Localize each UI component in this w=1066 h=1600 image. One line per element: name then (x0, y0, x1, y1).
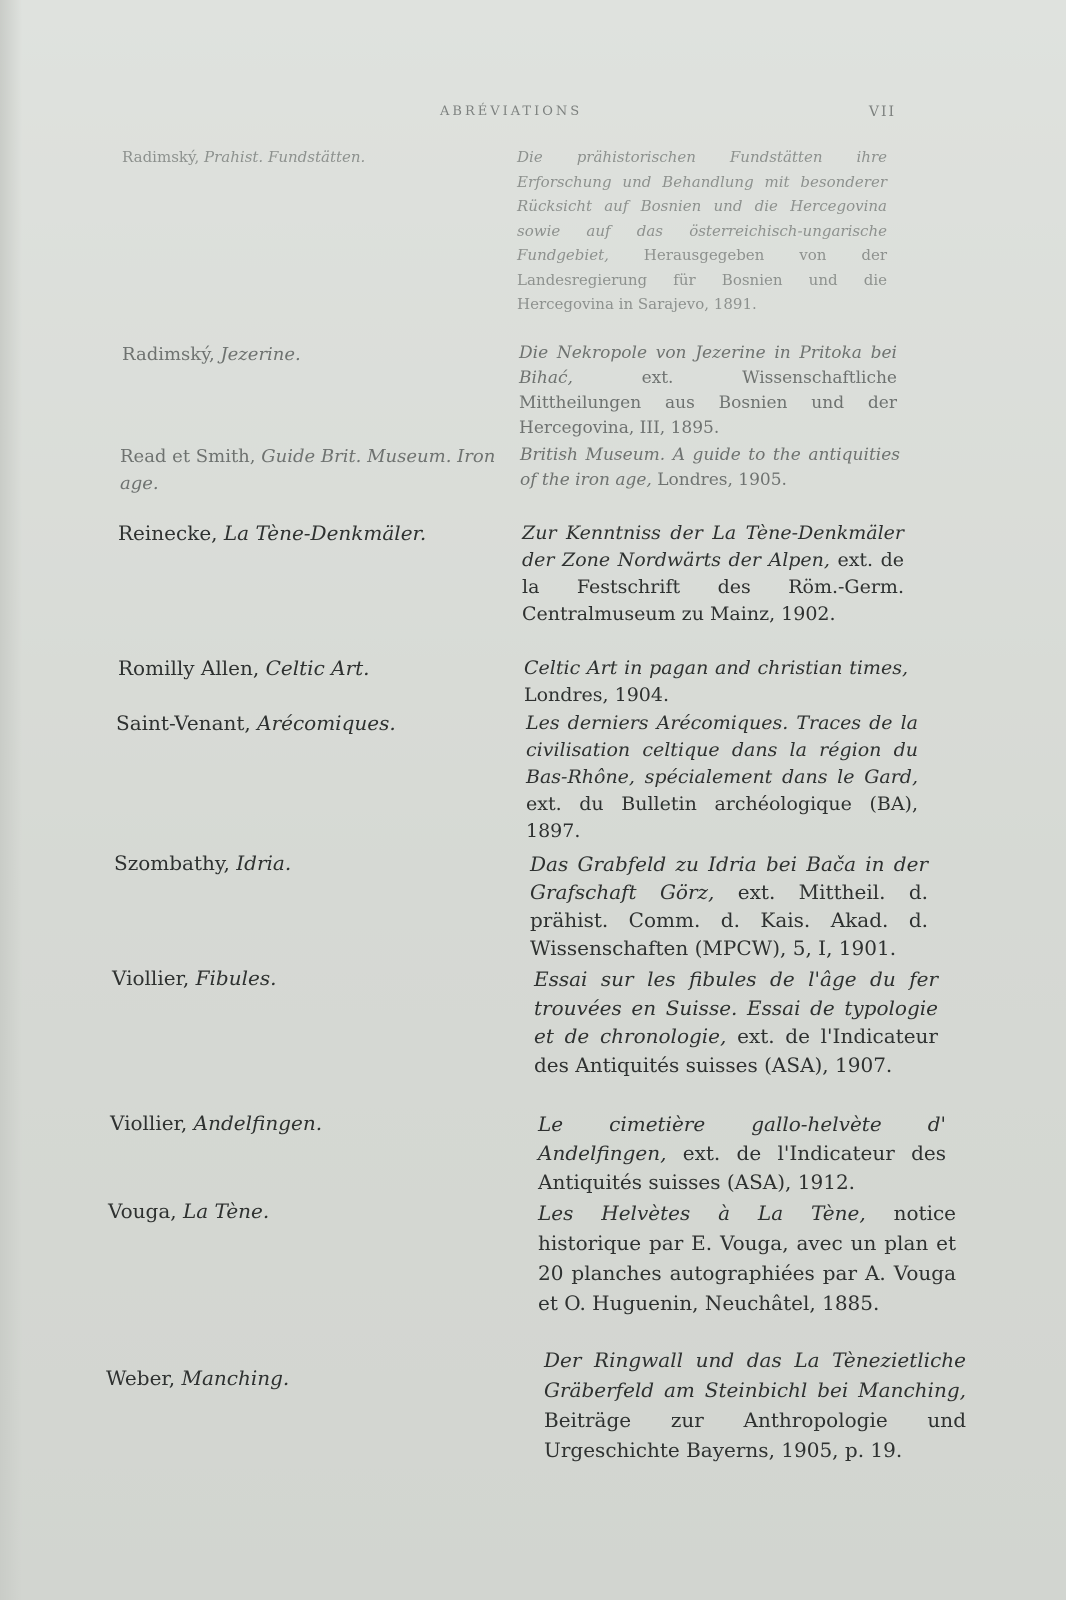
entry-publication: ext. de la Festschrift des Röm.-Germ. Centralmuseum zu Mainz, 1902. (522, 549, 904, 625)
entry-short-title: Jezerine. (220, 344, 301, 365)
entry-description (524, 655, 908, 709)
entry-description (538, 1198, 956, 1318)
entry-author: Weber, (106, 1366, 176, 1390)
entry-author: Szombathy, (114, 851, 230, 875)
entry-full-title: British Museum. A guide to the antiquities of the iron age, (520, 445, 900, 490)
entry-abbreviation (118, 655, 508, 682)
entry-abbreviation (106, 1365, 496, 1392)
entry-description (544, 1345, 966, 1465)
entry-author: Romilly Allen, (118, 656, 260, 680)
entry-publication: Herausgegeben von der Landesregierung für Bosnien und die Hercegovina in Sarajevo, 1891. (517, 246, 887, 313)
entry-author: Radimský, (122, 148, 200, 166)
entry-publication: ext. de l'Indicateur des Antiquités suisses (ASA), 1912. (538, 1141, 946, 1194)
entry-full-title: Die Nekropole von Jezerine in Pritoka bei Bihać, (519, 343, 897, 388)
entry-author: Reinecke, (118, 521, 218, 545)
entry-short-title: Idria. (236, 851, 292, 875)
entry-publication: Beiträge zur Anthropologie und Urgeschichte Bayerns, 1905, p. 19. (544, 1408, 966, 1462)
entry-author: Saint-Venant, (116, 711, 251, 735)
entry-full-title: Celtic Art in pagan and christian times, (524, 657, 908, 679)
entry-abbreviation (114, 850, 504, 877)
entry-description (534, 965, 938, 1079)
entry-description (526, 710, 918, 845)
entry-short-title: Fibules. (195, 966, 277, 990)
entry-description (538, 1110, 946, 1197)
entry-abbreviation (108, 1198, 498, 1225)
page-header (120, 104, 896, 126)
entry-full-title: Der Ringwall und das La Tènezietliche Gräberfeld am Steinbichl bei Manching, (544, 1348, 966, 1402)
entry-publication: Londres, 1904. (524, 684, 670, 706)
entry-full-title: Les derniers Arécomiques. Traces de la civilisation celtique dans la région du Bas-Rhône, spécialement dans le Gard, (526, 712, 918, 788)
entry-author: Read et Smith, (120, 446, 256, 467)
entry-short-title: La Tène-Denkmäler. (223, 521, 427, 545)
entry-abbreviation (112, 965, 502, 992)
entry-description (517, 145, 887, 317)
entry-publication: ext. du Bulletin archéologique (BA), 1897. (526, 793, 918, 842)
entry-abbreviation (110, 1110, 500, 1137)
entry-short-title: La Tène. (182, 1199, 270, 1223)
entry-full-title: Das Grabfeld zu Idria bei Bača in der Grafschaft Görz, (530, 852, 928, 904)
entry-short-title: Prahist. Fundstätten. (204, 148, 366, 166)
page-number: VII (868, 104, 896, 120)
entry-short-title: Manching. (181, 1366, 290, 1390)
entry-full-title: Die prähistorischen Fundstätten ihre Erforschung und Behandlung mit besonderer Rücksicht auf Bosnien und die Hercegovina sowie auf das österreichisch-ungarische Fundgebiet, (517, 148, 887, 264)
entry-full-title: Essai sur les fibules de l'âge du fer trouvées en Suisse. Essai de typologie et de chronologie, (534, 967, 938, 1048)
entry-short-title: Guide Brit. Museum. Iron age. (120, 446, 496, 494)
entry-short-title: Andelfingen. (193, 1111, 323, 1135)
entry-publication: ext. Wissenschaftliche Mittheilungen aus Bosnien und der Hercegovina, III, 1895. (519, 368, 897, 438)
entry-abbreviation (120, 443, 500, 497)
entry-short-title: Arécomiques. (257, 711, 396, 735)
entry-description (522, 520, 904, 628)
entry-description (520, 443, 900, 493)
entry-author: Viollier, (112, 966, 190, 990)
entry-abbreviation (116, 710, 506, 737)
entry-abbreviation (122, 341, 512, 368)
entry-publication: Londres, 1905. (651, 470, 787, 490)
entry-abbreviation (118, 520, 508, 547)
entry-description (530, 850, 928, 962)
entry-abbreviation (122, 145, 512, 170)
entry-full-title: Les Helvètes à La Tène, (538, 1201, 866, 1225)
entry-publication: ext. de l'Indicateur des Antiquités suisses (ASA), 1907. (534, 1024, 938, 1077)
entry-author: Viollier, (110, 1111, 188, 1135)
entry-author: Radimský, (122, 344, 215, 365)
entry-description (519, 341, 897, 441)
entry-short-title: Celtic Art. (265, 656, 370, 680)
entry-publication: ext. Mittheil. d. prähist. Comm. d. Kais. Akad. d. Wissenschaften (MPCW), 5, I, 1901. (530, 880, 929, 960)
running-head: ABRÉVIATIONS (440, 104, 583, 119)
entry-publication: notice historique par E. Vouga, avec un plan et 20 planches autographiées par A. Vouga et O. Huguenin, Neuchâtel, 1885. (538, 1201, 956, 1315)
entry-author: Vouga, (108, 1199, 177, 1223)
entry-full-title: Zur Kenntniss der La Tène-Denkmäler der Zone Nordwärts der Alpen, (522, 522, 904, 571)
entry-full-title: Le cimetière gallo-helvète d' Andelfingen, (538, 1112, 946, 1165)
